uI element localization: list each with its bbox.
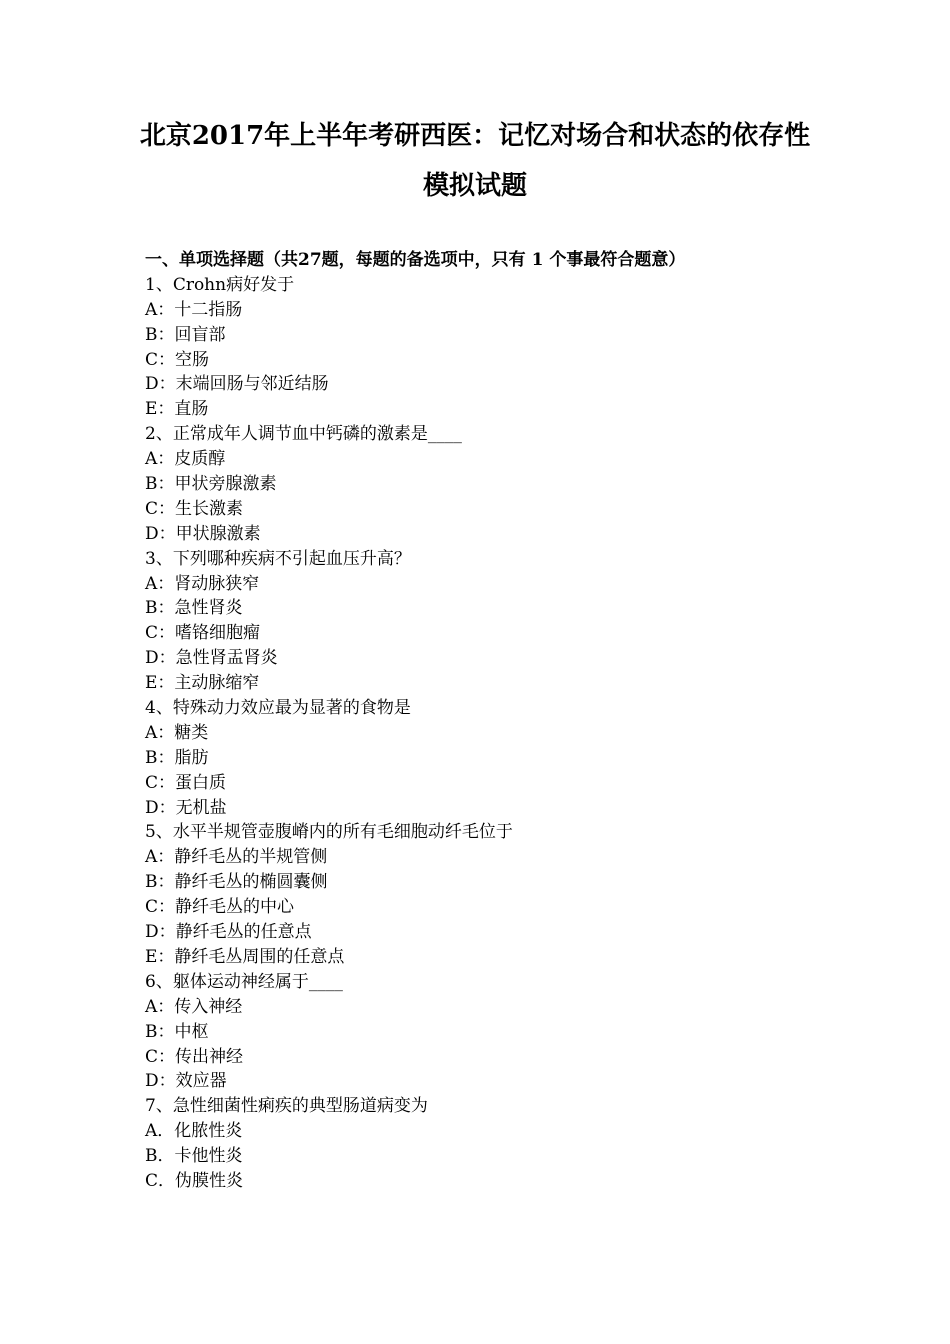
question-1: 1、Crohn病好发于 [145,274,295,295]
option-line: C：嗜铬细胞瘤 [145,623,261,644]
question-2: 2、正常成年人调节血中钙磷的激素是____ [145,424,462,445]
option-line: C：生长激素 [145,498,244,519]
option-line: E：直肠 [145,399,209,420]
option-line: E：静纤毛丛周围的任意点 [145,946,345,967]
option-line: C：蛋白质 [145,772,227,793]
section-heading: 一、单项选择题（共27题，每题的备选项中，只有 1 个事最符合题意） [145,250,686,270]
option-line: B：回盲部 [145,324,226,345]
option-line: C：静纤毛丛的中心 [145,897,295,918]
question-6: 6、躯体运动神经属于____ [145,971,343,992]
option-line: A：皮质醇 [145,449,226,470]
option-line: B：急性肾炎 [145,598,243,619]
question-4: 4、特殊动力效应最为显著的食物是 [145,698,411,719]
option-line: A．化脓性炎 [145,1121,243,1142]
option-line: A：十二指肠 [145,299,243,320]
option-line: C：空肠 [145,349,210,370]
option-line: A：糖类 [145,722,209,743]
question-7: 7、急性细菌性痢疾的典型肠道病变为 [145,1096,428,1117]
option-line: B：甲状旁腺激素 [145,474,277,495]
document-title-line-2: 模拟试题 [422,171,527,201]
question-3: 3、下列哪种疾病不引起血压升高？ [145,548,411,569]
option-line: B：脂肪 [145,747,209,768]
option-line: B：中枢 [145,1021,209,1042]
option-line: A：静纤毛丛的半规管侧 [145,847,328,868]
question-5: 5、水平半规管壶腹嵴内的所有毛细胞动纤毛位于 [145,822,513,843]
option-line: B．卡他性炎 [145,1146,243,1167]
option-line: D：无机盐 [145,797,227,818]
option-line: A：传入神经 [145,996,243,1017]
option-line: D：效应器 [145,1071,227,1092]
option-line: D：末端回肠与邻近结肠 [145,374,329,395]
option-line: C：传出神经 [145,1046,244,1067]
option-line: E：主动脉缩窄 [145,673,260,694]
option-line: C．伪膜性炎 [145,1170,244,1191]
option-line: D：静纤毛丛的任意点 [145,922,312,943]
option-line: B：静纤毛丛的椭圆囊侧 [145,872,328,893]
document-title-line-1: 北京2017年上半年考研西医：记忆对场合和状态的依存性 [139,121,811,151]
option-line: D：甲状腺激素 [145,523,261,544]
option-line: D：急性肾盂肾炎 [145,648,278,669]
option-line: A：肾动脉狭窄 [145,573,260,594]
question-list [145,248,865,1194]
